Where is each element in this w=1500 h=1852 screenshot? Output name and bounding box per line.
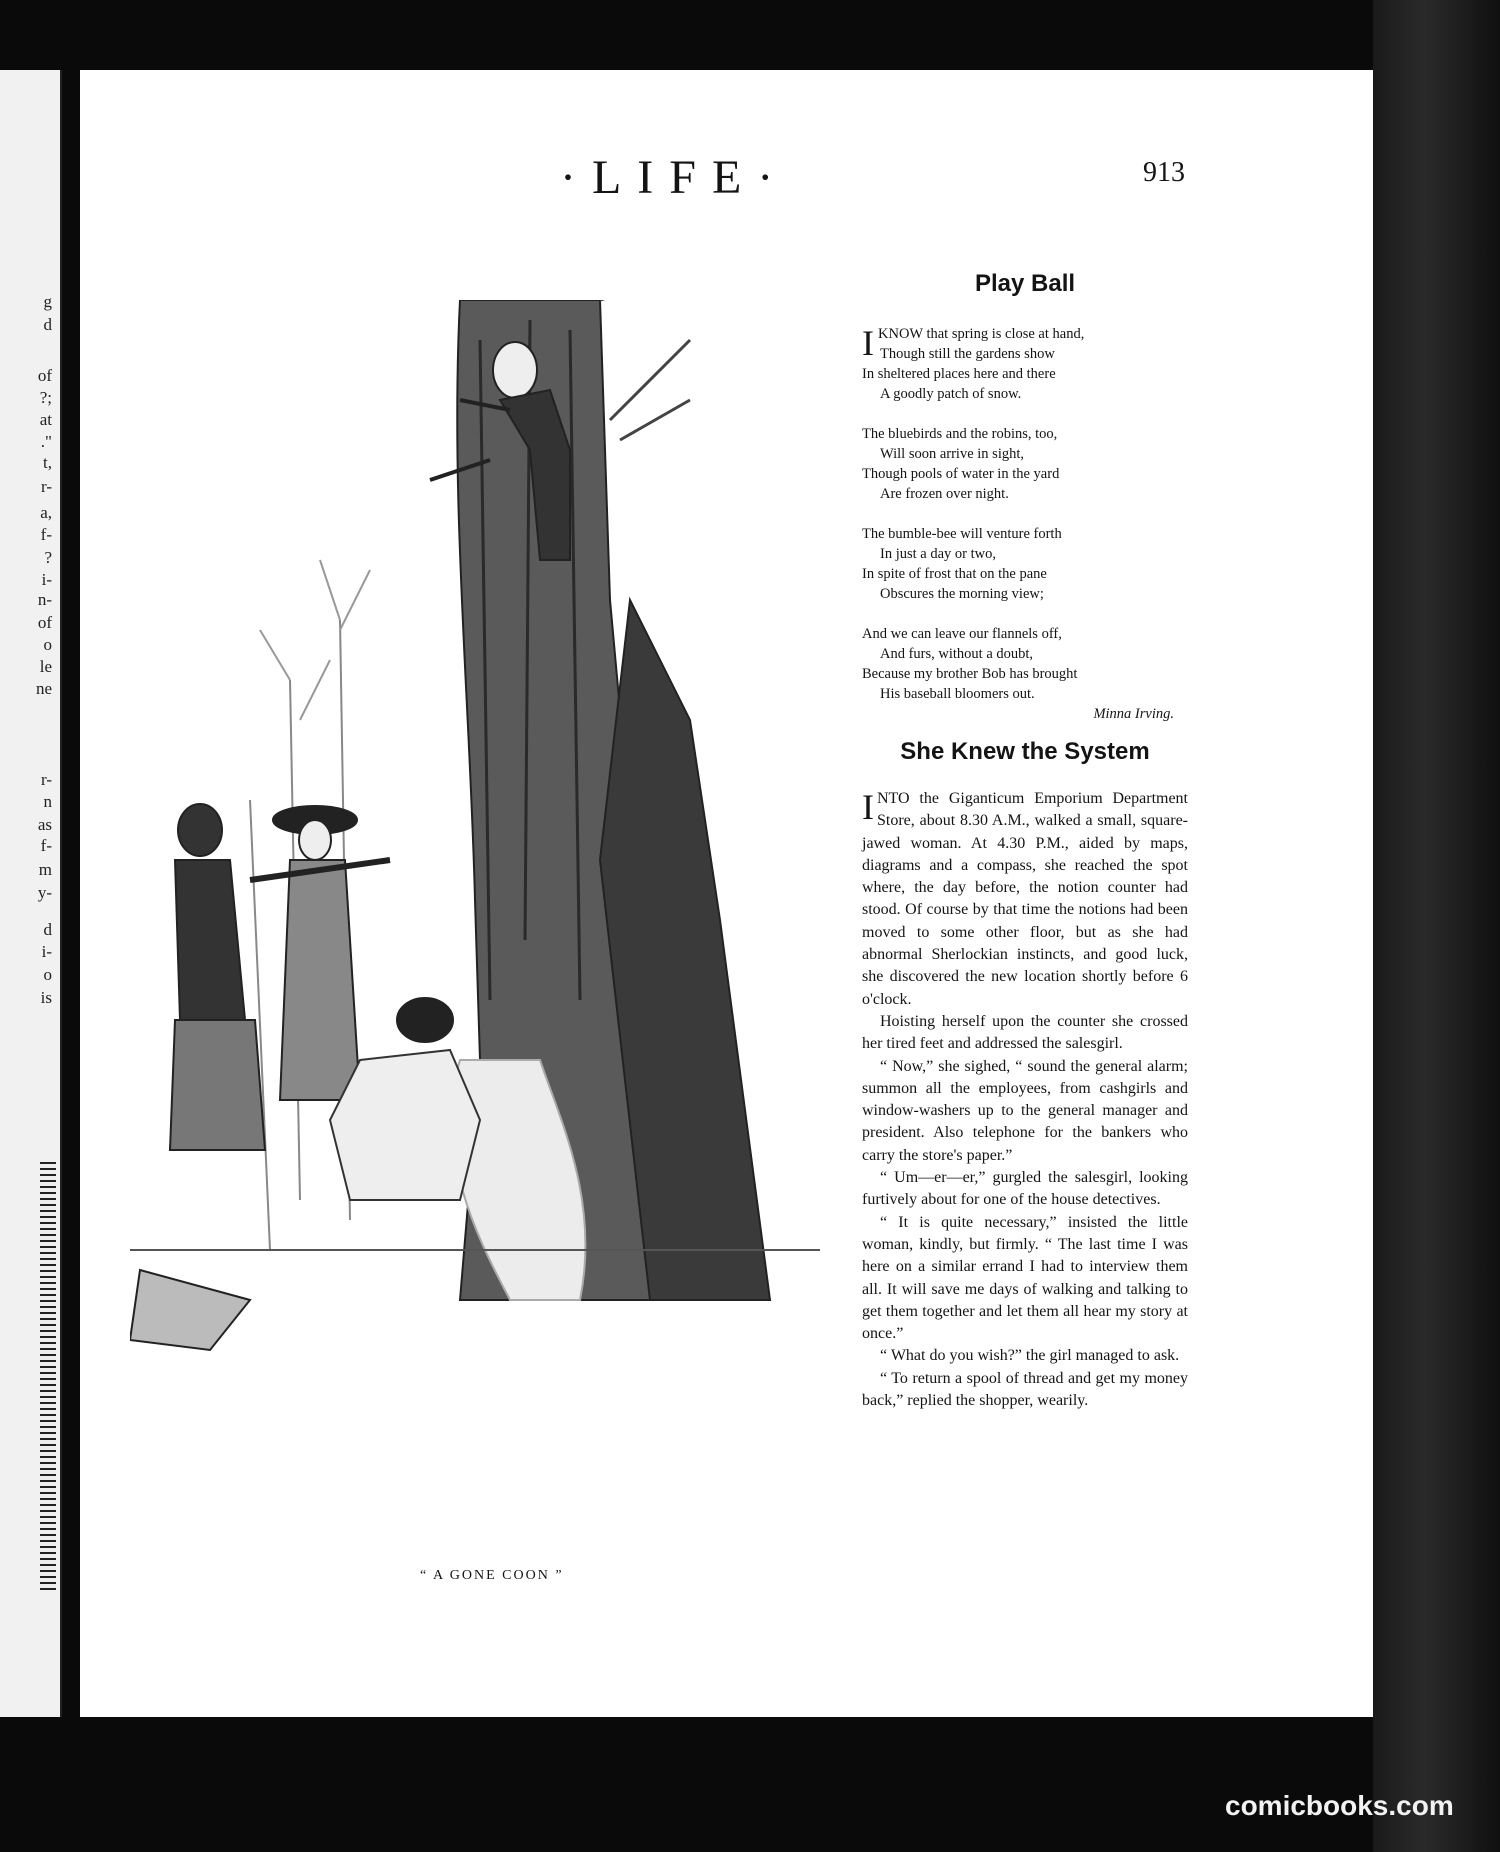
left-page-fragment: r- <box>41 770 52 789</box>
poem-line-text: In just a day or two, <box>880 546 996 562</box>
left-page-fragment: ? <box>44 548 52 567</box>
left-page-fragment: o <box>43 965 52 984</box>
poem-stanza <box>862 524 1188 604</box>
story-dropcap: I <box>862 787 874 827</box>
poem-line <box>862 524 1188 544</box>
poem-line <box>862 544 1188 564</box>
left-page-fragment: ." <box>40 432 52 451</box>
story-paragraph <box>862 1056 1188 1167</box>
left-page-fragment: i- <box>41 942 52 961</box>
poem-line-text: Will soon arrive in sight, <box>880 446 1024 462</box>
poem-line <box>862 464 1188 484</box>
story-paragraph <box>862 1368 1188 1413</box>
poem-line <box>862 444 1188 464</box>
poem-line-text: In spite of frost that on the pane <box>862 566 1047 582</box>
left-page-fragment: ?; <box>39 388 52 407</box>
left-page-edge <box>0 70 62 1717</box>
poem-line <box>862 584 1188 604</box>
left-page-fragment: m <box>38 860 52 879</box>
poem-line <box>862 664 1188 684</box>
poem-stanza <box>862 424 1188 504</box>
left-page-fragment: d <box>43 315 52 334</box>
poem-line <box>862 684 1188 704</box>
story-paragraph <box>862 788 1188 1011</box>
story-paragraph <box>862 1167 1188 1212</box>
left-page-fragment: of <box>37 613 52 632</box>
left-page-fragment: d <box>43 920 52 939</box>
poem-stanza <box>862 324 1188 404</box>
story-title-wrap <box>862 738 1188 766</box>
story-paragraph-text: “ Now,” she sighed, “ sound the general alarm; summon all the employees, from cashgirls and window-washers up to the general manager and president. Also telephone for the bankers who carry the store's paper.” <box>862 1057 1188 1164</box>
story-paragraph-text: NTO the Giganticum Emporium Department Store, about 8.30 A.M., walked a small, square-jawed woman. At 4.30 P.M., aided by maps, diagrams and a compass, she reached the spot where, the day before, the notion counter had stood. Of course by that time the notions had been moved to some other floor, but as she had abnormal Sherlockian instincts, and good luck, she discovered the new location shortly before 6 o'clock. <box>862 790 1188 1008</box>
left-page-fragment: y- <box>37 883 52 902</box>
story-title: She Knew the System <box>900 738 1150 765</box>
poem-line-text: The bluebirds and the robins, too, <box>862 426 1058 442</box>
poem-line-text: Though pools of water in the yard <box>862 466 1060 482</box>
poem-dropcap: I <box>862 323 874 363</box>
poem-line <box>862 364 1188 384</box>
left-page-fragment: ne <box>35 679 52 698</box>
story-paragraph-text: “ What do you wish?” the girl managed to ask. <box>880 1347 1180 1365</box>
poem-line <box>862 424 1188 444</box>
left-page-fragment: at <box>39 410 52 429</box>
story-paragraph-text: “ To return a spool of thread and get my money back,” replied the shopper, wearily. <box>862 1369 1188 1410</box>
story-paragraph-text: “ It is quite necessary,” insisted the little woman, kindly, but firmly. “ The last time I was here on a similar errand I had to interview them all. It will save me days of walking and talking to get them together and let them all hear my story at once.” <box>862 1213 1188 1343</box>
left-page-fragment: f- <box>40 836 52 855</box>
poem-line-text: And we can leave our flannels off, <box>862 626 1062 642</box>
story-paragraph <box>862 1011 1188 1056</box>
poem-line-text: His baseball bloomers out. <box>880 686 1035 702</box>
story-paragraph-text: Hoisting herself upon the counter she crossed her tired feet and addressed the salesgirl. <box>862 1012 1188 1053</box>
poem-line-text: A goodly patch of snow. <box>880 386 1022 402</box>
poem-title: Play Ball <box>974 270 1076 297</box>
left-page-fragment: t, <box>43 453 52 472</box>
poem-line-text: Though still the gardens show <box>880 346 1055 362</box>
story-paragraph <box>862 1212 1188 1346</box>
poem-line <box>862 644 1188 664</box>
left-page-fragment: as <box>37 815 52 834</box>
left-page-fragment: g <box>43 292 52 311</box>
poem-line-text: Obscures the morning view; <box>880 586 1044 602</box>
illustration-a-gone-coon <box>130 300 820 1530</box>
poem-title-wrap <box>862 270 1188 298</box>
scan-border <box>1373 0 1500 1852</box>
story-paragraph-text: “ Um—er—er,” gurgled the salesgirl, looking furtively about for one of the house detectives. <box>862 1169 1188 1209</box>
poem-stanza <box>862 624 1188 704</box>
left-page-hatching <box>40 1160 56 1590</box>
story-paragraph <box>862 1345 1188 1367</box>
poem-line-text: And furs, without a doubt, <box>880 646 1034 662</box>
poem-line <box>862 564 1188 584</box>
poem-line-text: Because my brother Bob has brought <box>862 666 1078 682</box>
left-page-fragment: o <box>43 635 52 654</box>
left-page-fragment: of <box>37 366 52 385</box>
left-page-fragment: a, <box>40 503 52 522</box>
masthead: ·LIFE· <box>560 151 790 204</box>
left-page-fragment: n- <box>37 590 52 609</box>
left-page-fragment: le <box>39 657 52 676</box>
story-she-knew-the-system <box>862 788 1188 1412</box>
left-page-fragment: i- <box>41 570 52 589</box>
left-page-fragment: is <box>40 988 52 1007</box>
poem-line <box>862 484 1188 504</box>
left-page-fragment: n <box>43 792 52 811</box>
poem-line <box>862 344 1188 364</box>
poem-author: Minna Irving. <box>1093 706 1174 722</box>
page-number: 913 <box>1143 157 1185 188</box>
poem-play-ball <box>862 324 1188 724</box>
poem-line <box>862 624 1188 644</box>
left-page-fragment: r- <box>41 477 52 496</box>
left-page-fragment: f- <box>40 525 52 544</box>
poem-line-text: The bumble-bee will venture forth <box>862 526 1062 542</box>
illustration-caption: “ A GONE COON ” <box>420 1568 564 1583</box>
poem-line-text: KNOW that spring is close at hand, <box>878 326 1085 342</box>
book-gutter <box>62 70 80 1717</box>
poem-line-text: Are frozen over night. <box>880 486 1009 502</box>
watermark: comicbooks.com <box>1225 1790 1454 1821</box>
poem-line <box>862 384 1188 404</box>
poem-line-text: In sheltered places here and there <box>862 366 1056 382</box>
